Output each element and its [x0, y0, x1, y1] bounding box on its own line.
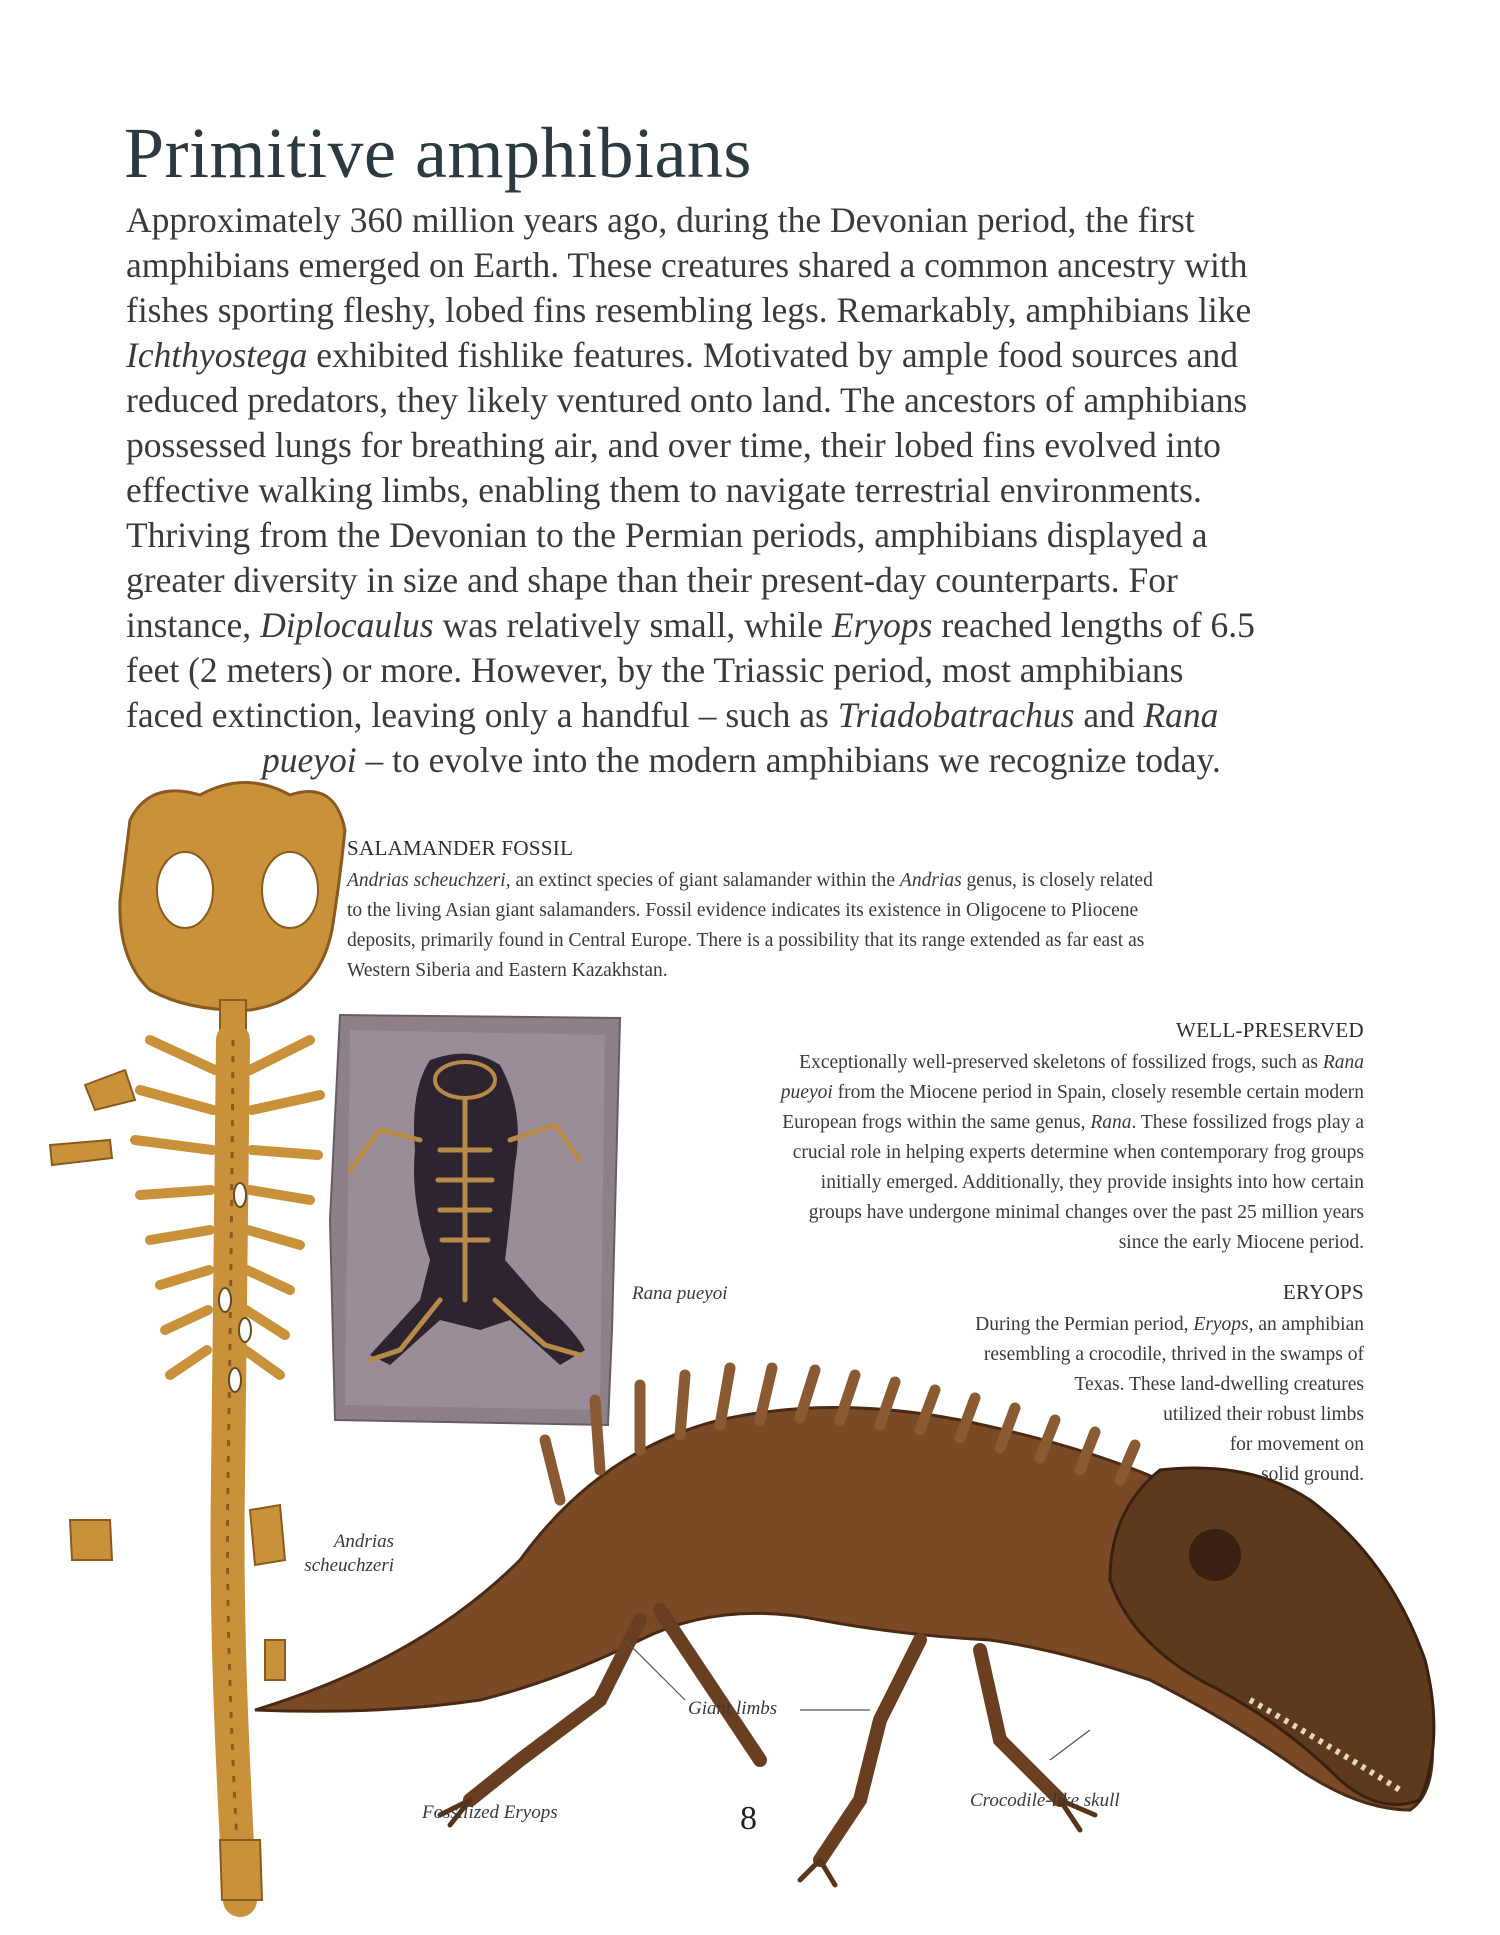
text-segment: . These fossilized frogs play a	[1131, 1112, 1364, 1133]
rana-pueyoi-fossil-illustration	[330, 1015, 620, 1425]
italic-term: pueyoi	[262, 740, 357, 780]
text-line	[975, 1340, 1364, 1370]
text-line	[126, 648, 1376, 693]
text-segment: since the early Miocene period.	[1118, 1232, 1364, 1253]
text-segment: to the living Asian giant salamanders. Fossil evidence indicates its existence in Oligocene to Pliocene	[347, 900, 1139, 921]
text-segment: and	[1074, 695, 1144, 735]
italic-term: Eryops	[831, 605, 933, 645]
text-segment: utilized their robust limbs	[1163, 1404, 1364, 1425]
fossilized-eryops-caption: Fossilized Eryops	[422, 1802, 558, 1823]
text-segment: crucial role in helping experts determine when contemporary frog groups	[792, 1142, 1364, 1163]
text-line	[781, 1078, 1364, 1108]
italic-term: Andrias scheuchzeri	[347, 870, 506, 891]
text-segment: Texas. These land-dwelling creatures	[1074, 1374, 1364, 1395]
text-segment: Western Siberia and Eastern Kazakhstan.	[347, 960, 668, 981]
andrias-caption	[294, 1530, 394, 1578]
text-line	[126, 738, 1376, 783]
text-line	[126, 558, 1376, 603]
text-line	[781, 1108, 1364, 1138]
text-line	[126, 513, 1376, 558]
text-line	[781, 1228, 1364, 1258]
text-line	[781, 1168, 1364, 1198]
crocodile-skull-caption: Crocodile-like skull	[970, 1790, 1120, 1811]
well-preserved-text	[781, 1048, 1364, 1258]
text-segment: instance,	[126, 605, 261, 645]
text-line	[126, 693, 1376, 738]
text-line	[347, 956, 1153, 986]
eryops-heading: ERYOPS	[1282, 1280, 1364, 1304]
text-line	[975, 1460, 1364, 1490]
text-line	[347, 896, 1153, 926]
text-line	[975, 1310, 1364, 1340]
text-line	[126, 333, 1376, 378]
text-segment: Approximately 360 million years ago, during the Devonian period, the first	[126, 200, 1195, 240]
text-segment: from the Miocene period in Spain, closely resemble certain modern	[832, 1082, 1364, 1103]
text-segment: genus, is closely related	[961, 870, 1153, 891]
salamander-fossil-text	[347, 866, 1153, 986]
text-segment: was relatively small, while	[433, 605, 832, 645]
text-line	[975, 1370, 1364, 1400]
text-segment: – to evolve into the modern amphibians we recognize today.	[356, 740, 1221, 780]
text-segment: feet (2 meters) or more. However, by the Triassic period, most amphibians	[126, 650, 1184, 690]
text-segment: greater diversity in size and shape than their present-day counterparts. For	[126, 560, 1178, 600]
text-segment: groups have undergone minimal changes over the past 25 million years	[808, 1202, 1364, 1223]
italic-term: Andrias	[899, 870, 962, 891]
text-line	[781, 1138, 1364, 1168]
eryops-text	[975, 1310, 1364, 1490]
text-segment: initially emerged. Additionally, they provide insights into how certain	[820, 1172, 1364, 1193]
text-line	[781, 1198, 1364, 1228]
text-line	[126, 378, 1376, 423]
text-line	[126, 423, 1376, 468]
intro-paragraph	[126, 198, 1376, 783]
well-preserved-heading: WELL-PRESERVED	[1175, 1018, 1364, 1042]
text-line	[126, 468, 1376, 513]
text-segment: Thriving from the Devonian to the Permian periods, amphibians displayed a	[126, 515, 1208, 555]
text-segment: reached lengths of 6.5	[932, 605, 1255, 645]
text-segment: European frogs within the same genus,	[782, 1112, 1091, 1133]
italic-term: Rana	[1090, 1112, 1132, 1133]
salamander-fossil-heading: SALAMANDER FOSSIL	[347, 836, 574, 860]
italic-term: Rana	[1143, 695, 1219, 735]
text-line	[126, 198, 1376, 243]
text-line	[781, 1048, 1364, 1078]
text-segment: solid ground.	[1261, 1464, 1364, 1485]
andrias-caption-line2: scheuchzeri	[304, 1555, 394, 1576]
italic-term: Triadobatrachus	[837, 695, 1075, 735]
text-line	[975, 1400, 1364, 1430]
text-segment: possessed lungs for breathing air, and over time, their lobed fins evolved into	[126, 425, 1221, 465]
text-segment: resembling a crocodile, thrived in the swamps of	[983, 1344, 1364, 1365]
text-segment: amphibians emerged on Earth. These creatures shared a common ancestry with	[126, 245, 1248, 285]
italic-term: Diplocaulus	[260, 605, 434, 645]
rana-pueyoi-caption: Rana pueyoi	[632, 1283, 728, 1304]
text-segment: During the Permian period,	[975, 1314, 1194, 1335]
italic-term: Rana	[1322, 1052, 1364, 1073]
italic-term: Eryops	[1193, 1314, 1249, 1335]
text-segment: , an extinct species of giant salamander within the	[505, 870, 900, 891]
text-line	[347, 866, 1153, 896]
text-segment: reduced predators, they likely ventured onto land. The ancestors of amphibians	[126, 380, 1248, 420]
text-segment: effective walking limbs, enabling them to navigate terrestrial environments.	[126, 470, 1202, 510]
italic-term: Ichthyostega	[126, 335, 308, 375]
giant-limbs-caption: Giant limbs	[688, 1698, 778, 1719]
text-segment: deposits, primarily found in Central Europe. There is a possibility that its range extended as far east as	[347, 930, 1145, 951]
text-segment: fishes sporting fleshy, lobed fins resembling legs. Remarkably, amphibians like	[126, 290, 1252, 330]
text-line	[126, 288, 1376, 333]
text-line	[975, 1430, 1364, 1460]
text-segment: exhibited fishlike features. Motivated by ample food sources and	[307, 335, 1239, 375]
page-title: Primitive amphibians	[124, 113, 752, 193]
text-line	[126, 243, 1376, 288]
italic-term: pueyoi	[780, 1082, 833, 1103]
text-segment: Exceptionally well-preserved skeletons of fossilized frogs, such as	[799, 1052, 1323, 1073]
page-number: 8	[740, 1800, 757, 1837]
salamander-fossil-illustration	[50, 783, 345, 1901]
text-segment: for movement on	[1229, 1434, 1364, 1455]
text-segment: , an amphibian	[1248, 1314, 1364, 1335]
text-line	[347, 926, 1153, 956]
text-line	[126, 603, 1376, 648]
text-segment: faced extinction, leaving only a handful – such as	[126, 695, 838, 735]
andrias-caption-line1: Andrias	[333, 1531, 394, 1552]
